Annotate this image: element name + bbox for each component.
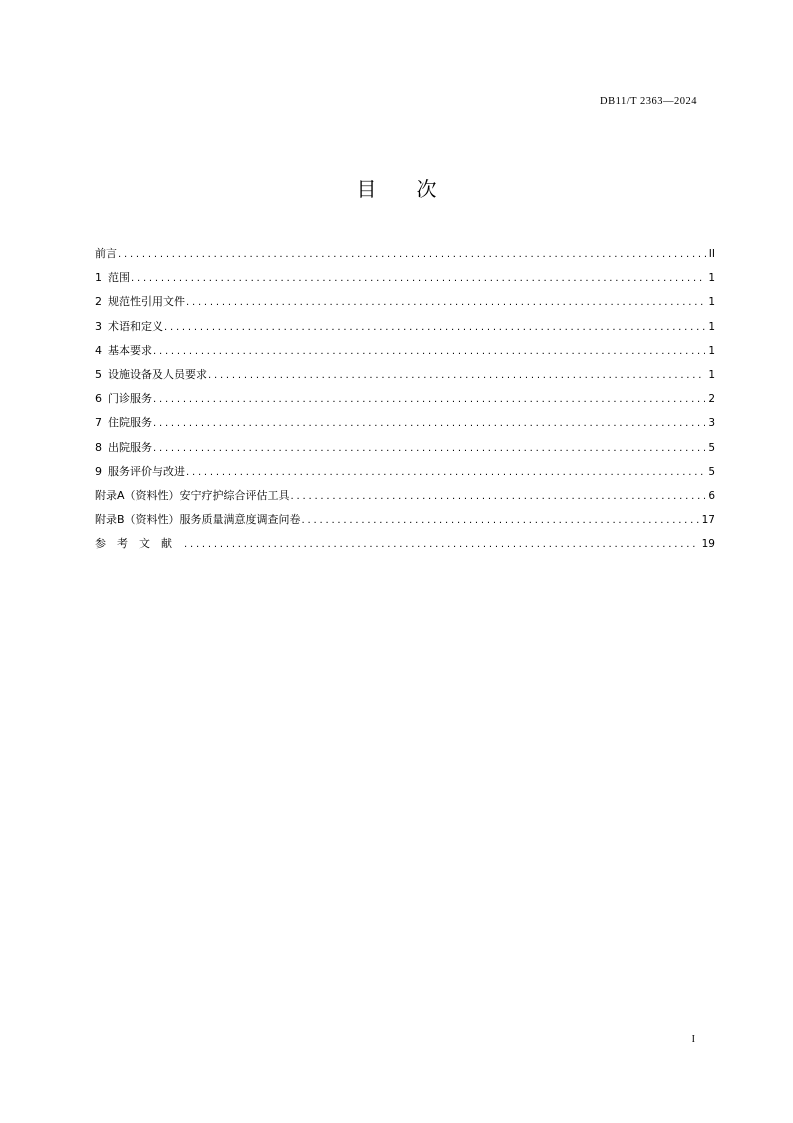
toc-entry-label: 前言 bbox=[95, 247, 117, 260]
toc-entry-page: 1 bbox=[708, 296, 715, 309]
toc-entry-number: 3 bbox=[95, 319, 102, 333]
toc-entry-page: 3 bbox=[708, 417, 715, 430]
toc-entry-foreword[interactable] bbox=[95, 245, 715, 269]
toc-entry-page: II bbox=[708, 248, 715, 260]
toc-entry-label: 附录A（资料性）安宁疗护综合评估工具 bbox=[95, 488, 290, 502]
toc-leader-dots bbox=[164, 322, 705, 333]
toc-leader-dots bbox=[208, 370, 705, 381]
toc-title: 目次 bbox=[356, 177, 477, 201]
toc-leader-dots bbox=[153, 418, 705, 429]
toc-entry-page: 1 bbox=[708, 272, 715, 285]
toc-entry-label: 基本要求 bbox=[108, 343, 152, 357]
toc-entry-normative-references[interactable] bbox=[95, 293, 715, 317]
toc-entry-basic-requirements[interactable] bbox=[95, 342, 715, 366]
toc-entry-label: 设施设备及人员要求 bbox=[108, 367, 207, 381]
toc-entry-bibliography[interactable] bbox=[95, 535, 715, 559]
toc-entry-page: 5 bbox=[708, 465, 715, 478]
toc-entry-label: 出院服务 bbox=[108, 440, 152, 454]
toc-leader-dots bbox=[291, 491, 706, 502]
toc-entry-inpatient-service[interactable] bbox=[95, 414, 715, 438]
toc-leader-dots bbox=[186, 297, 705, 308]
toc-leader-dots bbox=[186, 467, 705, 478]
toc-entry-number: 9 bbox=[95, 464, 102, 478]
toc-entry-number: 4 bbox=[95, 343, 102, 357]
table-of-contents bbox=[95, 245, 715, 559]
toc-entry-page: 17 bbox=[701, 514, 715, 527]
toc-entry-label: 参考文献 bbox=[95, 537, 183, 551]
toc-leader-dots bbox=[153, 346, 705, 357]
toc-entry-appendix-a[interactable] bbox=[95, 487, 715, 511]
toc-leader-dots bbox=[131, 273, 705, 284]
toc-entry-page: 1 bbox=[708, 320, 715, 333]
toc-entry-page: 1 bbox=[708, 344, 715, 357]
toc-entry-label: 住院服务 bbox=[108, 416, 152, 430]
toc-entry-label: 附录B（资料性）服务质量满意度调查问卷 bbox=[95, 513, 301, 527]
toc-entry-facilities-personnel[interactable] bbox=[95, 366, 715, 390]
toc-entry-page: 1 bbox=[708, 368, 715, 381]
toc-entry-label: 范围 bbox=[108, 271, 130, 285]
toc-entry-label: 规范性引用文件 bbox=[108, 295, 185, 309]
toc-entry-number: 2 bbox=[95, 295, 102, 309]
page-number: I bbox=[691, 1034, 695, 1045]
toc-entry-number: 5 bbox=[95, 367, 102, 381]
toc-entry-page: 19 bbox=[701, 538, 715, 551]
toc-leader-dots bbox=[118, 249, 706, 260]
toc-entry-number: 6 bbox=[95, 392, 102, 406]
toc-entry-label: 服务评价与改进 bbox=[108, 464, 185, 478]
toc-entry-number: 8 bbox=[95, 440, 102, 454]
toc-entry-page: 2 bbox=[708, 393, 715, 406]
toc-entry-scope[interactable] bbox=[95, 269, 715, 293]
toc-entry-discharge-service[interactable] bbox=[95, 439, 715, 463]
toc-leader-dots bbox=[153, 443, 705, 454]
toc-entry-evaluation-improvement[interactable] bbox=[95, 463, 715, 487]
toc-leader-dots bbox=[184, 539, 699, 550]
toc-entry-page: 6 bbox=[708, 489, 715, 502]
toc-entry-number: 1 bbox=[95, 271, 102, 285]
toc-entry-terms-definitions[interactable] bbox=[95, 318, 715, 342]
toc-entry-appendix-b[interactable] bbox=[95, 511, 715, 535]
document-code: DB11/T 2363—2024 bbox=[600, 96, 697, 107]
toc-entry-label: 门诊服务 bbox=[108, 392, 152, 406]
toc-entry-page: 5 bbox=[708, 441, 715, 454]
toc-entry-number: 7 bbox=[95, 416, 102, 430]
toc-entry-label: 术语和定义 bbox=[108, 319, 163, 333]
toc-leader-dots bbox=[302, 515, 699, 526]
toc-entry-outpatient-service[interactable] bbox=[95, 390, 715, 414]
toc-leader-dots bbox=[153, 394, 705, 405]
